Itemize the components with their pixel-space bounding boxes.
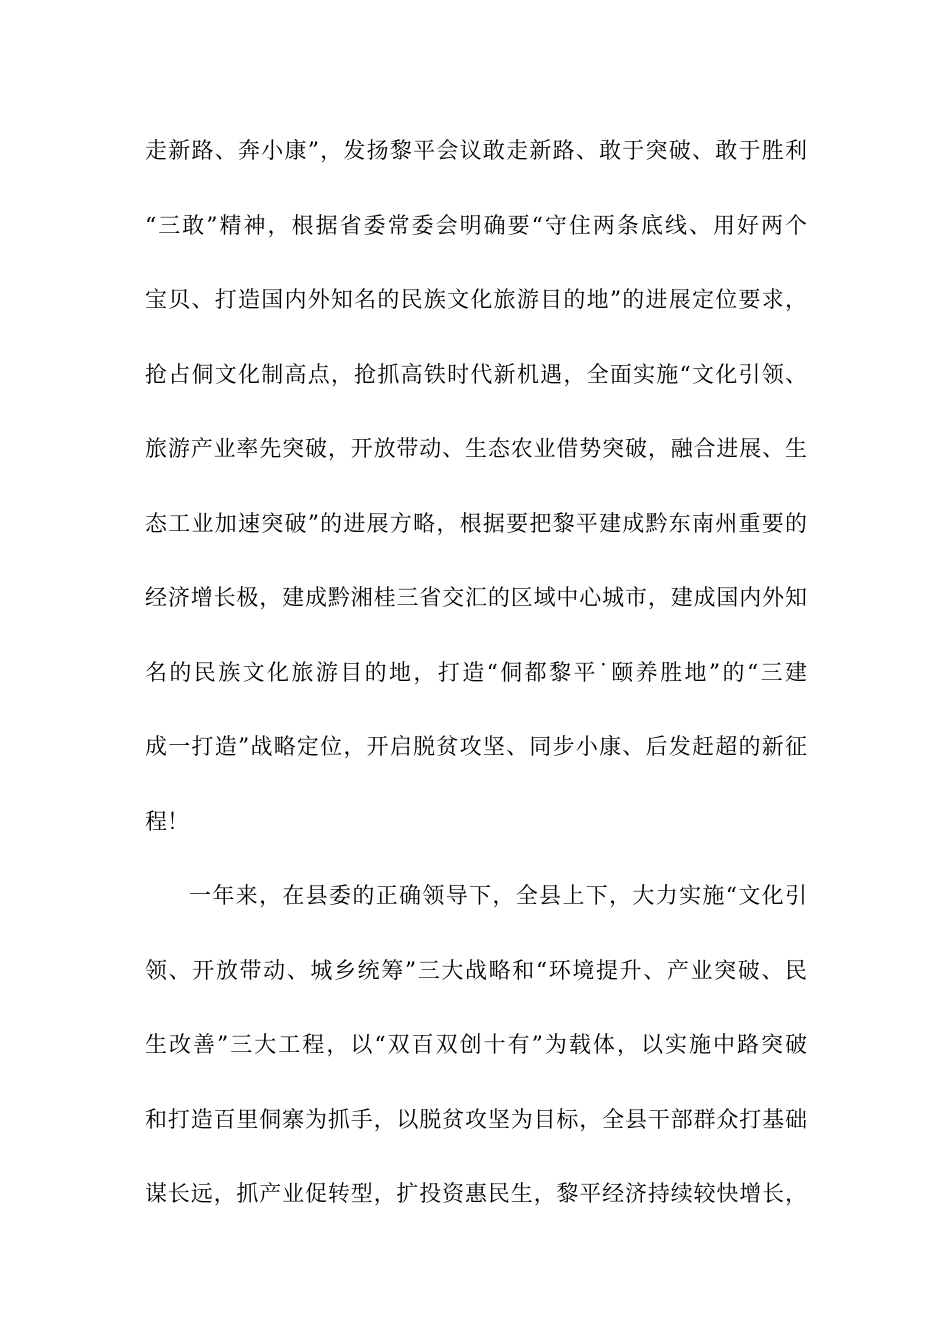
text-line: 走新路、奔小康”，发扬黎平会议敢走新路、敢于突破、敢于胜利: [145, 139, 807, 164]
text-line: 谋长远，抓产业促转型，扩投资惠民生，黎平经济持续较快增长，: [145, 1182, 807, 1207]
text-line: 旅游产业率先突破，开放带动、生态农业借势突破，融合进展、生: [145, 437, 807, 462]
text-line: 态工业加速突破”的进展方略，根据要把黎平建成黔东南州重要的: [145, 511, 807, 537]
text-line: “三敢”精神，根据省委常委会明确要“守住两条底线、用好两个: [145, 213, 807, 239]
text-line: 成一打造”战略定位，开启脱贫攻坚、同步小康、后发赶超的新征: [145, 735, 807, 760]
text-line: 程！: [145, 809, 190, 835]
paragraph-first-line: 一年来，在县委的正确领导下，全县上下，大力实施“文化引: [189, 884, 807, 909]
text-line: 领、开放带动、城乡统筹”三大战略和“环境提升、产业突破、民: [145, 958, 807, 984]
text-line: 抢占侗文化制高点，抢抓高铁时代新机遇，全面实施“文化引领、: [145, 362, 807, 388]
text-line: 生改善”三大工程，以“双百双创十有”为载体，以实施中路突破: [145, 1033, 807, 1058]
text-line: 名的民族文化旅游目的地，打造“侗都黎平˙颐养胜地”的“三建: [145, 660, 807, 686]
text-line: 经济增长极，建成黔湘桂三省交汇的区域中心城市，建成国内外知: [145, 586, 807, 611]
text-line: 和打造百里侗寨为抓手，以脱贫攻坚为目标，全县干部群众打基础: [145, 1107, 807, 1133]
text-line: 宝贝、打造国内外知名的民族文化旅游目的地”的进展定位要求，: [145, 288, 807, 313]
body-text: [145, 130, 807, 1248]
